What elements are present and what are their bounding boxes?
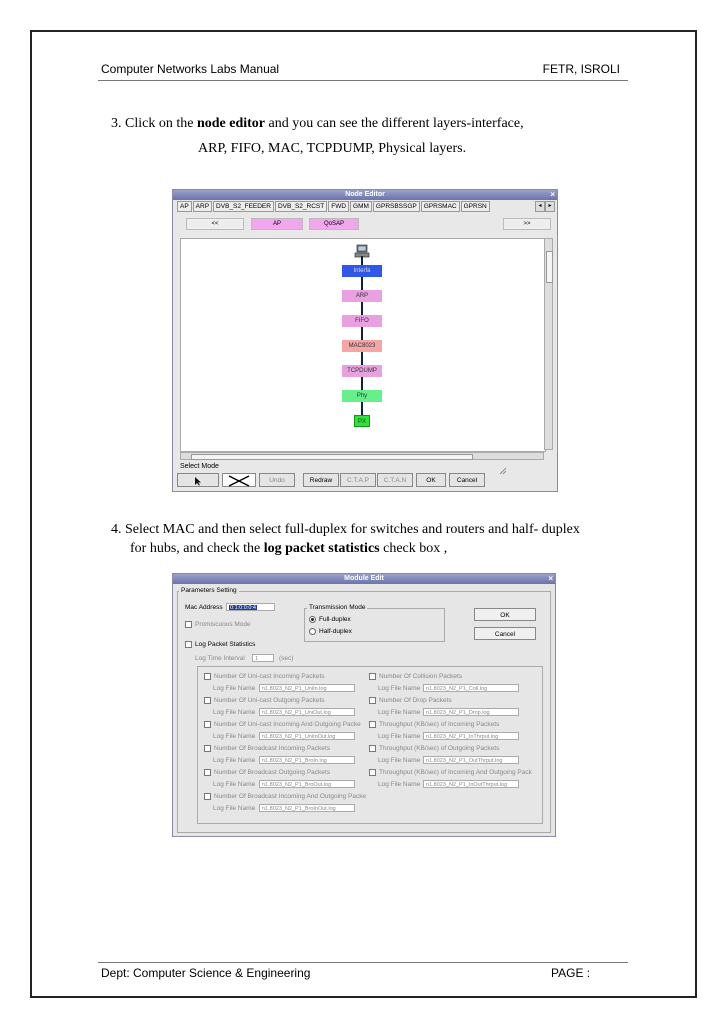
log-file-label: Log File Name (213, 757, 256, 764)
log-option-label: Throughput (KB/sec) of Outgoing Packets (379, 745, 500, 753)
checkbox-icon (185, 641, 192, 648)
node-link (361, 377, 363, 390)
ok-button[interactable]: OK (474, 608, 536, 621)
node-mac8023[interactable]: MAC8023 (342, 340, 382, 352)
log-file-label: Log File Name (378, 781, 421, 788)
footer-rule (98, 962, 628, 963)
checkbox-icon (369, 745, 376, 752)
toolbar (177, 473, 557, 487)
mac-address-value: 0:1:0:0:0:4 (230, 605, 256, 611)
close-icon[interactable]: × (550, 190, 555, 199)
log-option-checkbox[interactable] (369, 745, 499, 752)
tab-gprsmac[interactable]: GPRSMAC (421, 201, 460, 212)
tab-ap[interactable]: AP (177, 201, 192, 212)
half-duplex-label: Half-duplex (319, 628, 352, 636)
checkbox-icon (369, 697, 376, 704)
log-file-label: Log File Name (213, 805, 256, 812)
step4-text-pre: for hubs, and check the (130, 541, 261, 556)
step3-line1 (111, 116, 524, 132)
checkbox-icon (204, 673, 211, 680)
mac-address-label: Mac Address (185, 604, 223, 611)
transmission-mode-legend: Transmission Mode (309, 604, 366, 611)
node-phy[interactable]: Phy (342, 390, 382, 402)
node-editor-window (172, 189, 558, 492)
log-option-label: Number Of Broadcast Outgoing Packets (214, 769, 330, 777)
protocol-tabs (177, 201, 491, 212)
page-border (30, 30, 697, 998)
full-duplex-label: Full-duplex (319, 616, 351, 624)
log-option-label: Number Of Broadcast Incoming Packets (214, 745, 330, 753)
tab-fwd[interactable]: FWD (328, 201, 349, 212)
step4-line2 (130, 541, 447, 557)
log-option-label: Number Of Uni-cast Incoming And Outgoing Packe (214, 721, 361, 729)
log-option-label: Throughput (KB/sec) of Incoming And Outgoing Pack (379, 769, 532, 777)
log-option-label: Number Of Collision Packets (379, 673, 463, 681)
tab-gprsn[interactable]: GPRSN (461, 201, 490, 212)
next-button[interactable]: >> (503, 218, 551, 230)
node-px[interactable]: PX (354, 415, 370, 427)
header-title: Computer Networks Labs Manual (101, 62, 280, 76)
qosap-button[interactable]: QoSAP (309, 218, 359, 230)
cancel-button[interactable]: Cancel (449, 473, 485, 487)
log-file-field[interactable]: n1.8023_N2_P1_OutThrput.log (423, 756, 519, 764)
node-fifo[interactable]: FIFO (342, 315, 382, 327)
log-option-checkbox[interactable] (369, 769, 532, 776)
step3-text-pre: Click on the (125, 116, 194, 131)
log-file-field[interactable]: n1.8023_N2_P1_UniInOut.log (259, 732, 355, 740)
log-option-label: Number Of Uni-cast Outgoing Packets (214, 697, 325, 705)
radio-icon (309, 628, 316, 635)
log-file-field[interactable]: n1.8023_N2_P1_BroIn.log (259, 756, 355, 764)
node-tcpdump[interactable]: TCPDUMP (342, 365, 382, 377)
log-option-label: Number Of Uni-cast Incoming Packets (214, 673, 325, 681)
step4-text: Select MAC and then select full-duplex for switches and routers and half- duplex (125, 522, 580, 537)
log-stats-label: Log Packet Statistics (195, 641, 256, 649)
node-link (361, 277, 363, 290)
tab-scroll-left-icon[interactable]: ◂ (535, 201, 545, 212)
step4-text-bold: log packet statistics (263, 541, 380, 556)
log-option-checkbox[interactable] (204, 793, 366, 800)
log-file-label: Log File Name (213, 709, 256, 716)
tab-arp[interactable]: ARP (193, 201, 212, 212)
step4-line1 (111, 522, 580, 538)
node-arp[interactable]: ARP (342, 290, 382, 302)
log-option-label: Number Of Broadcast Incoming And Outgoing Packe (214, 793, 367, 801)
node-link (361, 256, 363, 265)
log-file-field[interactable]: n1.8023_N2_P1_InOutThrput.log (423, 780, 519, 788)
horizontal-scrollbar[interactable] (180, 452, 544, 460)
checkbox-icon (369, 721, 376, 728)
checkbox-icon (204, 721, 211, 728)
ok-button[interactable]: OK (416, 473, 446, 487)
log-option-checkbox[interactable] (369, 721, 499, 728)
log-file-field[interactable]: n1.8023_N2_P1_Drop.log (423, 708, 519, 716)
tab-dvb-s2-rcst[interactable]: DVB_S2_RCST (275, 201, 327, 212)
scroll-thumb[interactable] (191, 454, 473, 460)
scroll-thumb[interactable] (546, 251, 553, 283)
radio-selected-icon (309, 616, 316, 623)
log-file-field[interactable]: n1.8023_N2_P1_BroInOut.log (259, 804, 355, 812)
delete-icon[interactable] (222, 473, 256, 487)
module-edit-titlebar (173, 574, 555, 584)
module-edit-window (172, 573, 556, 837)
checkbox-icon (369, 673, 376, 680)
close-icon[interactable]: × (548, 574, 553, 583)
module-edit-title: Module Edit (344, 575, 384, 582)
log-option-checkbox[interactable] (369, 673, 462, 680)
node-interfa[interactable]: Interfa (342, 265, 382, 277)
ctap-button[interactable]: C.T.A.P (340, 473, 376, 487)
tab-gmm[interactable]: GMM (350, 201, 372, 212)
full-duplex-radio[interactable] (309, 616, 351, 623)
node-editor-titlebar (173, 190, 557, 200)
log-option-checkbox[interactable] (369, 697, 452, 704)
log-file-field[interactable]: n1.8023_N2_P1_UniOut.log (259, 708, 355, 716)
footer-dept: Dept: Computer Science & Engineering (101, 966, 311, 980)
tab-scroll-right-icon[interactable]: ▸ (545, 201, 555, 212)
node-canvas[interactable] (180, 238, 546, 452)
log-file-field[interactable]: n1.8023_N2_P1_BroOut.log (259, 780, 355, 788)
checkbox-icon (204, 769, 211, 776)
log-file-field[interactable]: n1.8023_N2_P1_InThrput.log (423, 732, 519, 740)
log-option-checkbox[interactable] (204, 697, 325, 704)
log-option-label: Number Of Drop Packets (379, 697, 452, 705)
half-duplex-radio[interactable] (309, 628, 352, 635)
resize-grip-icon[interactable] (499, 467, 507, 475)
footer-page: PAGE : (551, 966, 591, 980)
select-mode-label: Select Mode (180, 463, 219, 470)
pointer-icon[interactable] (177, 473, 219, 487)
ap-button[interactable]: AP (251, 218, 303, 230)
node-link (361, 302, 363, 315)
tab-gprsbssgp[interactable]: GPRSBSSGP (373, 201, 420, 212)
checkbox-icon (204, 745, 211, 752)
log-file-field[interactable]: n1.8023_N2_P1_UniIn.log (259, 684, 355, 692)
parameters-legend: Parameters Setting (181, 587, 237, 594)
log-file-label: Log File Name (378, 709, 421, 716)
log-file-label: Log File Name (213, 733, 256, 740)
promiscuous-mode-checkbox[interactable] (185, 621, 251, 628)
step3-text-bold: node editor (196, 116, 265, 131)
log-file-label: Log File Name (378, 757, 421, 764)
transmission-mode-fieldset (304, 608, 445, 642)
log-interval-unit: (sec) (279, 655, 294, 662)
checkbox-icon (204, 793, 211, 800)
node-link (361, 352, 363, 365)
header-org: FETR, ISROLI (542, 62, 620, 76)
ctan-button[interactable]: C.T.A.N (377, 473, 413, 487)
node-editor-title: Node Editor (345, 191, 385, 198)
mac-address-field[interactable] (226, 603, 275, 611)
step4-number: 4. (111, 522, 122, 537)
log-option-label: Throughput (KB/sec) of Incoming Packets (379, 721, 500, 729)
checkbox-icon (185, 621, 192, 628)
log-file-label: Log File Name (378, 685, 421, 692)
promiscuous-mode-label: Promiscuous Mode (195, 621, 251, 629)
log-option-checkbox[interactable] (204, 721, 361, 728)
prev-button[interactable]: << (186, 218, 244, 230)
log-stats-checkbox[interactable] (185, 641, 255, 648)
log-interval-label: Log Time Interval (195, 655, 245, 662)
log-interval-field[interactable]: 1 (252, 654, 274, 662)
log-file-label: Log File Name (213, 685, 256, 692)
step3-text-post: and you can see the different layers-interface, (268, 116, 524, 131)
redraw-button[interactable]: Redraw (303, 473, 339, 487)
vertical-scrollbar[interactable] (544, 238, 553, 450)
tab-dvb-s2-feeder[interactable]: DVB_S2_FEEDER (213, 201, 274, 212)
cancel-button[interactable]: Cancel (474, 627, 536, 640)
log-option-checkbox[interactable] (204, 745, 330, 752)
log-file-field[interactable]: n1.8023_N2_P1_Coll.log (423, 684, 519, 692)
node-link (361, 402, 363, 415)
checkbox-icon (204, 697, 211, 704)
step3-number: 3. (111, 116, 122, 131)
log-option-checkbox[interactable] (204, 673, 325, 680)
checkbox-icon (369, 769, 376, 776)
log-option-checkbox[interactable] (204, 769, 330, 776)
node-link (361, 327, 363, 340)
undo-button[interactable]: Undo (259, 473, 295, 487)
log-file-label: Log File Name (378, 733, 421, 740)
step4-text-post: check box , (383, 541, 448, 556)
step3-line2: ARP, FIFO, MAC, TCPDUMP, Physical layers. (198, 141, 467, 156)
log-file-label: Log File Name (213, 781, 256, 788)
header-rule (98, 80, 628, 81)
